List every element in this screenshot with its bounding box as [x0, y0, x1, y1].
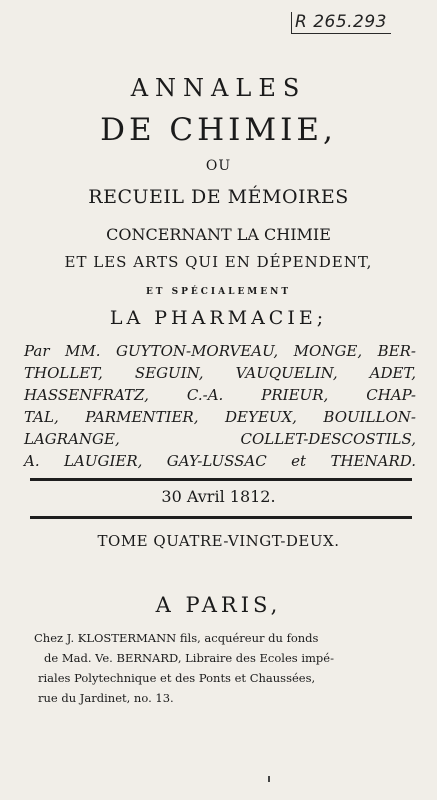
author-line: THOLLET, SEGUIN, VAUQUELIN, ADET, [24, 364, 416, 382]
publisher-imprint [30, 628, 414, 708]
subtitle-concernant: CONCERNANT LA CHIMIE [106, 225, 331, 244]
subtitle-specialement: ET SPÉCIALEMENT [145, 287, 292, 297]
paper-speck [268, 776, 270, 782]
author-line: A. LAUGIER, GAY-LUSSAC et THENARD. [24, 452, 416, 470]
volume-number: TOME QUATRE-VINGT-DEUX. [97, 532, 340, 550]
imprint-line: rue du Jardinet, no. 13. [38, 691, 174, 705]
publication-place: A PARIS, [155, 593, 282, 617]
shelfmark-text: R 265.293 [291, 12, 391, 34]
author-list [24, 340, 416, 472]
subtitle-arts: ET LES ARTS QUI EN DÉPENDENT, [64, 253, 373, 271]
title-annales: ANNALES [130, 74, 307, 102]
subtitle-recueil: RECUEIL DE MÉMOIRES [88, 186, 349, 208]
imprint-line: de Mad. Ve. BERNARD, Libraire des Ecoles impé- [44, 651, 334, 665]
imprint-line: riales Polytechnique et des Ponts et Chaussées, [38, 671, 316, 685]
library-shelfmark [291, 12, 391, 34]
subtitle-pharmacie: LA PHARMACIE; [109, 307, 328, 329]
divider-rule-bottom [30, 516, 412, 519]
title-de-chimie: DE CHIMIE, [100, 112, 337, 148]
author-line: Par MM. GUYTON-MORVEAU, MONGE, BER- [24, 342, 416, 360]
author-line: TAL, PARMENTIER, DEYEUX, BOUILLON- [24, 408, 416, 426]
author-line: HASSENFRATZ, C.-A. PRIEUR, CHAP- [24, 386, 416, 404]
divider-rule-top [30, 478, 412, 481]
issue-date: 30 Avril 1812. [161, 487, 276, 506]
author-line: LAGRANGE, COLLET-DESCOSTILS, [24, 430, 416, 448]
title-ou: OU [205, 158, 232, 174]
imprint-line: Chez J. KLOSTERMANN fils, acquéreur du fonds [34, 631, 319, 645]
